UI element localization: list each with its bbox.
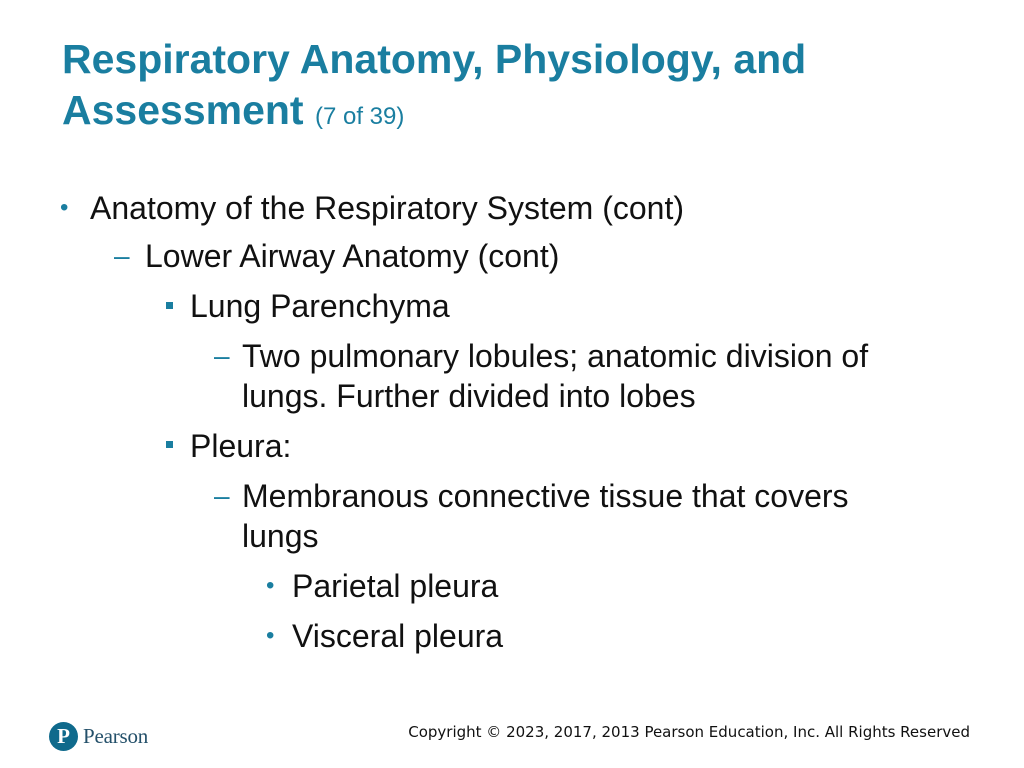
pearson-logo-text: Pearson	[83, 723, 149, 748]
lung-detail-line-2: lungs. Further divided into lobes	[242, 378, 696, 414]
bullet-square-icon	[166, 441, 173, 448]
bullet-dash-icon: –	[114, 240, 130, 271]
slide-counter: (7 of 39)	[314, 103, 405, 130]
bullet-level1: Anatomy of the Respiratory System (cont)	[90, 190, 684, 226]
bullet-pleura: Pleura:	[190, 428, 292, 464]
bullet-square-icon	[166, 302, 173, 309]
bullet-dash-icon: –	[214, 480, 230, 511]
pleura-detail-line-2: lungs	[242, 518, 319, 554]
bullet-dot-icon: •	[60, 194, 69, 221]
pearson-logo-icon: P	[49, 722, 78, 751]
bullet-dash-icon: –	[214, 340, 230, 371]
copyright-notice: Copyright © 2023, 2017, 2013 Pearson Education, Inc. All Rights Reserved	[408, 723, 970, 741]
pearson-logo	[49, 719, 148, 753]
bullet-lung-parenchyma: Lung Parenchyma	[190, 288, 450, 324]
bullet-visceral-pleura: Visceral pleura	[292, 618, 504, 654]
bullet-level2: Lower Airway Anatomy (cont)	[145, 238, 560, 274]
bullet-dot-icon: •	[266, 622, 275, 649]
bullet-dot-icon: •	[266, 572, 275, 599]
pleura-detail-line-1: Membranous connective tissue that covers	[242, 478, 849, 514]
title-text: Respiratory Anatomy, Physiology, and Assessment	[62, 36, 807, 133]
bullet-parietal-pleura: Parietal pleura	[292, 568, 499, 604]
lung-detail-line-1: Two pulmonary lobules; anatomic division of	[242, 338, 869, 374]
